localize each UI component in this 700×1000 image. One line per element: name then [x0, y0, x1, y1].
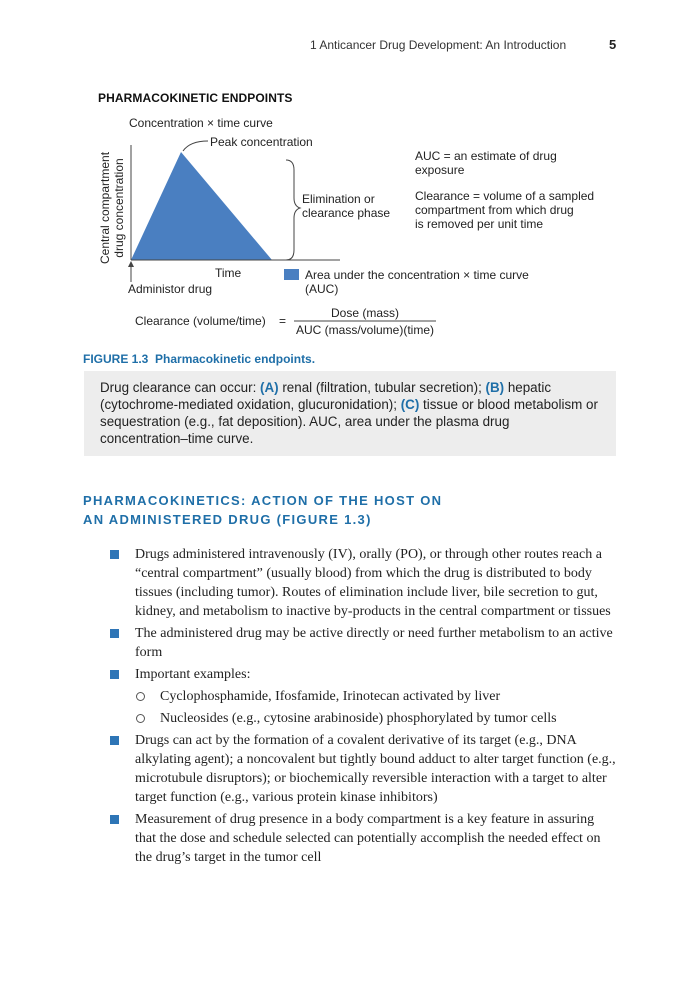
- y-axis-label-line1: Central compartment: [98, 151, 112, 265]
- auc-triangle: [131, 152, 272, 260]
- square-bullet-icon: [110, 550, 119, 559]
- x-axis-label: Time: [215, 266, 242, 280]
- note-text: renal (filtration, tubular secretion);: [278, 380, 486, 395]
- list-item: [108, 545, 618, 621]
- caption-title: Pharmacokinetic endpoints.: [155, 352, 316, 366]
- sub-bullet-list: [135, 687, 618, 728]
- elimination-brace: [286, 160, 300, 260]
- circle-bullet-icon: [136, 714, 145, 723]
- caption-note-box: [84, 371, 616, 456]
- caption-label: FIGURE 1.3: [83, 352, 149, 366]
- square-bullet-icon: [110, 670, 119, 679]
- section-heading-line2: AN ADMINISTERED DRUG (FIGURE 1.3): [83, 512, 372, 527]
- legend-label-line1: Area under the concentration × time curve: [305, 268, 529, 282]
- bullet-list: [108, 545, 618, 870]
- list-item: [108, 624, 618, 662]
- page-number: 5: [609, 37, 617, 52]
- list-item-text: Drugs can act by the formation of a covalent derivative of its target (e.g., DNA alkylating agent); a noncovalent but tightly bound adduct to alter target function (e.g., microtubule disruptors); or biochemically reversible interaction with a target to alter target function (e.g., various protein kinase inhibitors): [135, 733, 616, 805]
- pharmacokinetic-diagram: [90, 110, 610, 345]
- list-item-text: The administered drug may be active directly or need further metabolism to an active form: [135, 626, 613, 660]
- section-heading: [83, 491, 442, 529]
- note-marker-a: (A): [260, 380, 279, 395]
- clearance-definition-line1: Clearance = volume of a sampled: [415, 189, 595, 203]
- note-text: tissue or blood metabolism or sequestration (e.g., fat deposition). AUC, area under the plasma drug concentration–time curve.: [100, 397, 598, 446]
- administer-label: Administor drug: [128, 282, 213, 296]
- circle-bullet-icon: [136, 692, 145, 701]
- sub-list-item: [135, 687, 618, 706]
- sub-list-item: [135, 709, 618, 728]
- list-item: [108, 810, 618, 867]
- y-axis-label-line2: drug concentration: [112, 158, 126, 258]
- list-item-text: Measurement of drug presence in a body compartment is a key feature in assuring that the dose and schedule selected can potentially accomplish the needed effect on the drug’s target in the tumor cell: [135, 812, 601, 865]
- peak-pointer: [183, 141, 208, 151]
- formula-denominator: AUC (mass/volume)(time): [295, 323, 435, 337]
- elimination-label-line1: Elimination or: [302, 192, 375, 206]
- elimination-label-line2: clearance phase: [302, 206, 391, 220]
- list-item-text: Drugs administered intravenously (IV), orally (PO), or through other routes reach a “central compartment” (usually blood) from which the drug is distributed to body tissues (including tumor). Routes of elimination include liver, bile secretion to gut, kidney, and metabolism to inactive by-products in the central compartment or tissues: [135, 547, 611, 619]
- formula-lhs: Clearance (volume/time): [135, 314, 266, 328]
- sub-list-item-text: Cyclophosphamide, Ifosfamide, Irinotecan activated by liver: [160, 689, 501, 704]
- note-text: Drug clearance can occur:: [100, 380, 261, 395]
- list-item: [108, 665, 618, 728]
- square-bullet-icon: [110, 736, 119, 745]
- square-bullet-icon: [110, 629, 119, 638]
- note-marker-b: (B): [485, 380, 505, 395]
- list-item-text: Important examples:: [135, 667, 251, 682]
- auc-definition-line2: exposure: [415, 163, 465, 177]
- square-bullet-icon: [110, 815, 119, 824]
- legend-swatch: [284, 269, 299, 280]
- list-item: [108, 731, 618, 807]
- note-text: hepatic (cytochrome-mediated oxidation, glucuronidation);: [100, 380, 552, 412]
- administer-arrowhead: [128, 261, 134, 267]
- legend-label-line2: (AUC): [305, 282, 339, 296]
- figure-heading: PHARMACOKINETIC ENDPOINTS: [98, 91, 293, 105]
- formula-numerator: Dose (mass): [330, 306, 400, 320]
- section-heading-line1: PHARMACOKINETICS: ACTION OF THE HOST ON: [83, 493, 443, 508]
- figure-caption: [83, 352, 315, 366]
- sub-list-item-text: Nucleosides (e.g., cytosine arabinoside) phosphorylated by tumor cells: [160, 711, 557, 726]
- curve-title: Concentration × time curve: [129, 116, 273, 130]
- auc-definition-line1: AUC = an estimate of drug: [415, 149, 557, 163]
- formula-equals: =: [279, 314, 287, 328]
- clearance-definition-line2: compartment from which drug: [415, 203, 574, 217]
- running-header: 1 Anticancer Drug Development: An Introduction: [310, 38, 567, 52]
- clearance-definition-line3: is removed per unit time: [415, 217, 544, 231]
- peak-label: Peak concentration: [210, 135, 313, 149]
- note-marker-c: (C): [400, 397, 420, 412]
